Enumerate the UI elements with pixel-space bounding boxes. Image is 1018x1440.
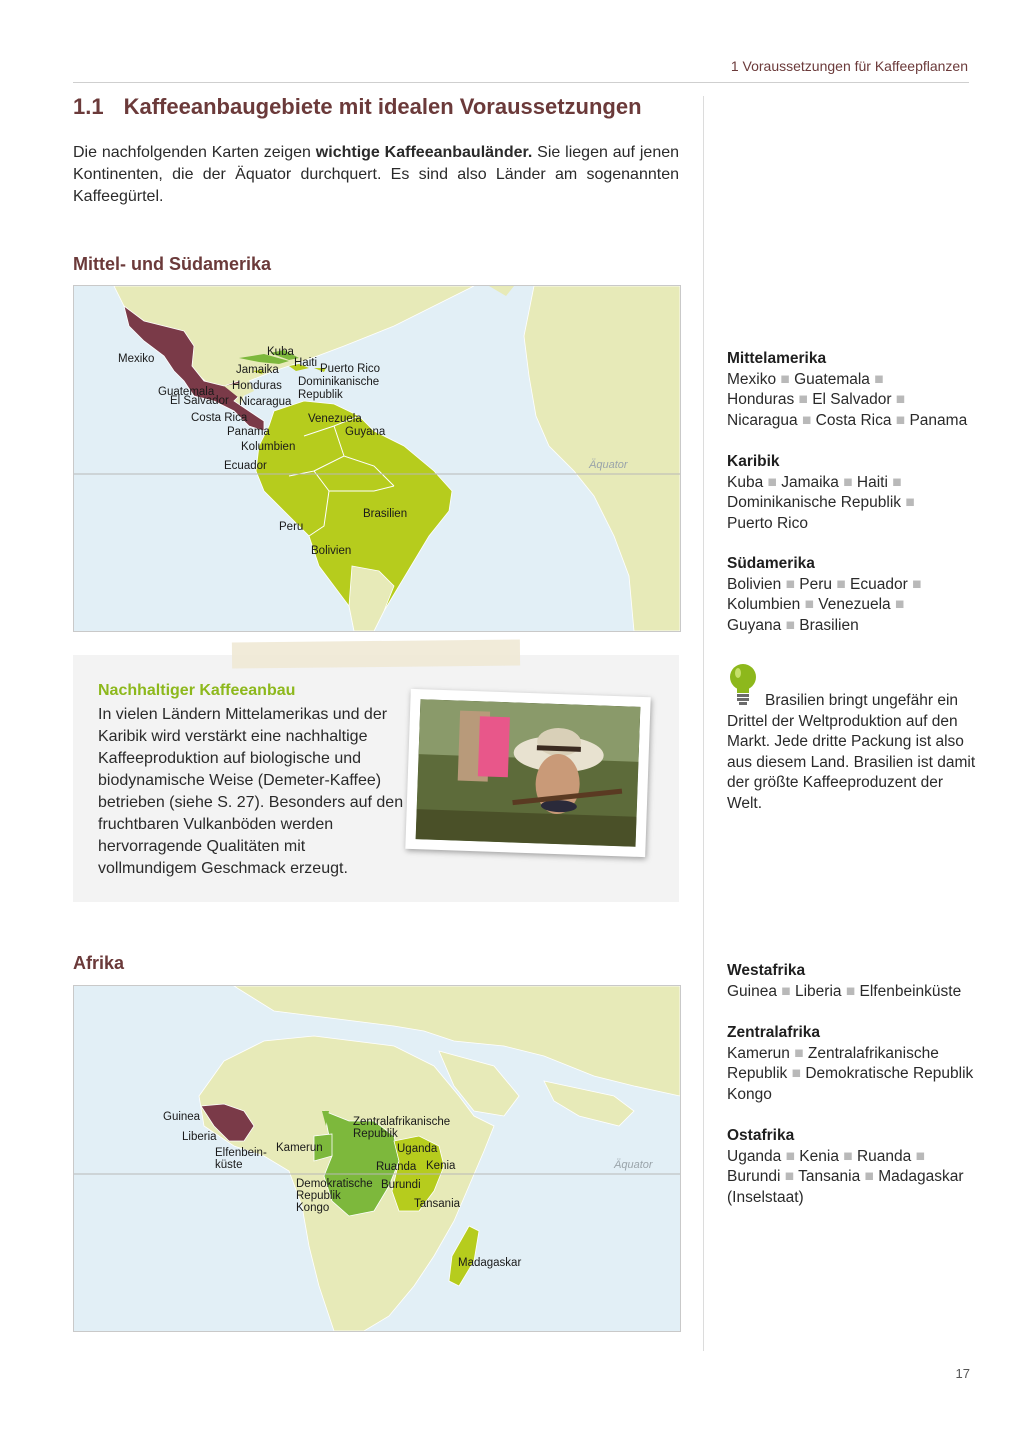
label-ecuador: Ecuador: [224, 460, 267, 472]
label-venezuela: Venezuela: [308, 413, 362, 425]
column-divider: [703, 96, 704, 1351]
map-america: [73, 285, 681, 632]
label-guinea: Guinea: [163, 1111, 201, 1123]
page-number: 17: [955, 1366, 970, 1381]
map-africa-heading: Afrika: [73, 953, 125, 973]
label-brasilien: Brasilien: [363, 508, 408, 520]
list-item: Ecuador: [850, 575, 908, 593]
list-item: Burundi: [727, 1168, 781, 1185]
list-item: Kuba: [727, 473, 764, 491]
list-item: Mexiko: [727, 370, 777, 388]
map-america-heading: Mittel- und Südamerika: [73, 254, 272, 274]
list-item: Demokratische Republik Kongo: [727, 1065, 974, 1103]
intro-text-2: Sie liegen auf jenen Kontinenten, die der Äquator durchquert. Es sind also Länder am sogenannten Kaffeegürtel.: [73, 144, 680, 205]
list-item: Honduras: [727, 391, 795, 408]
list-item: Kenia: [799, 1147, 839, 1165]
sidebar-heading: Mittelamerika: [727, 350, 827, 367]
list-item: Peru: [799, 575, 833, 593]
sidebar-list: Kuba ■ Jamaika ■ Haiti ■ Dominikanische Republik ■ Puerto Rico: [727, 473, 915, 532]
label-zentral-1: Zentralafrikanische: [353, 1116, 451, 1128]
sidebar-ostafrika: [727, 1126, 977, 1208]
label-elfenbein-1: Elfenbein-: [215, 1147, 267, 1159]
sidebar-list: Uganda ■ Kenia ■ Ruanda ■ Burundi ■ Tansania ■ Madagaskar (Inselstaat): [727, 1147, 964, 1206]
tip-text: Brasilien bringt ungefähr ein Drittel der Weltproduktion auf den Markt. Jede dritte Packung ist also aus diesem Land. Brasilien ist damit der größte Kaffeeproduzent der Welt.: [727, 692, 976, 812]
label-demo-1: Demokratische: [296, 1178, 373, 1190]
label-bolivien: Bolivien: [311, 545, 352, 557]
intro-paragraph: [73, 142, 679, 208]
sidebar-list: Kamerun ■ Zentralafrikanische Republik ■ Demokratische Republik Kongo: [727, 1044, 974, 1103]
running-head: 1 Voraussetzungen für Kaffeepflanzen: [730, 58, 968, 74]
list-item: Brasilien: [799, 616, 859, 634]
map-africa-svg: [74, 986, 680, 1331]
sidebar-westafrika: [727, 961, 977, 1002]
list-item: Liberia: [794, 982, 842, 1000]
label-zentral-2: Republik: [353, 1128, 398, 1140]
label-mexiko: Mexiko: [118, 353, 155, 365]
label-elfenbein-2: küste: [215, 1159, 243, 1171]
info-box-title: Nachhaltiger Kaffeeanbau: [98, 682, 296, 699]
sidebar-heading: Zentralafrika: [727, 1024, 821, 1041]
label-liberia: Liberia: [182, 1131, 217, 1143]
header-rule: [73, 82, 969, 83]
list-item: Costa Rica: [815, 411, 892, 429]
map-america-svg: [74, 286, 680, 631]
label-tansania: Tansania: [414, 1198, 461, 1210]
info-box-text: In vielen Ländern Mittelamerikas und der Karibik wird verstärkt eine nachhaltige Kaffeeproduktion auf biologische und biodynamische Weise (Demeter-Kaffee) betrieben (siehe S. 27). Besonders auf den fruchtbaren Vulkanböden werden hervorragende Qualitäten mit vollmundigem Geschmack erzeugt.: [98, 706, 404, 877]
label-dominikanische: Dominikanische: [298, 376, 380, 388]
equator-label: Äquator: [589, 459, 628, 471]
equator-label-africa: Äquator: [614, 1159, 653, 1171]
label-ruanda: Ruanda: [376, 1161, 417, 1173]
list-item: Bolivien: [727, 575, 782, 593]
list-item: El Salvador: [812, 391, 892, 408]
sidebar-mittelamerika: [727, 349, 977, 431]
list-item: Nicaragua: [727, 411, 798, 429]
coffee-photo: [405, 689, 650, 857]
label-kolumbien: Kolumbien: [241, 441, 296, 453]
label-panama: Panama: [227, 426, 270, 438]
photo-image: [416, 699, 641, 847]
list-item: Guyana: [727, 616, 782, 634]
lightbulb-icon: [727, 663, 759, 707]
list-item: Guinea: [727, 982, 777, 1000]
sidebar-heading: Ostafrika: [727, 1127, 795, 1144]
label-honduras: Honduras: [232, 380, 282, 392]
list-item: Kamerun: [727, 1044, 790, 1062]
list-item: Madagaskar (Inselstaat): [727, 1168, 964, 1206]
intro-bold: wichtige Kaffeeanbauländer.: [315, 144, 533, 161]
label-el-salvador: El Salvador: [170, 395, 229, 407]
label-kuba: Kuba: [267, 346, 294, 358]
label-uganda: Uganda: [397, 1143, 438, 1155]
list-item: Panama: [909, 411, 968, 429]
sidebar-list: Mexiko ■ Guatemala ■ Honduras ■ El Salvador ■ Nicaragua ■ Costa Rica ■ Panama: [727, 370, 968, 429]
list-item: Haiti: [856, 473, 888, 491]
sidebar-list: Bolivien ■ Peru ■ Ecuador ■ Kolumbien ■ Venezuela ■ Guyana ■ Brasilien: [727, 575, 922, 634]
label-kenia: Kenia: [426, 1160, 456, 1172]
label-guyana: Guyana: [345, 426, 386, 438]
list-item: Zentralafrikanische Republik: [727, 1044, 939, 1082]
tape-decoration: [232, 639, 520, 668]
list-item: Puerto Rico: [727, 514, 808, 532]
sidebar-list: Guinea ■ Liberia ■ Elfenbeinküste: [727, 982, 962, 1000]
map-africa: [73, 985, 681, 1332]
sidebar-zentralafrika: [727, 1023, 977, 1105]
label-madagaskar: Madagaskar: [458, 1257, 522, 1269]
tip-box: [727, 663, 977, 814]
section-title-text: Kaffeeanbaugebiete mit idealen Voraussetzungen: [123, 94, 642, 119]
label-republik: Republik: [298, 389, 343, 401]
label-costa-rica: Costa Rica: [191, 412, 248, 424]
photo-illustration: [416, 699, 641, 847]
list-item: Elfenbeinküste: [859, 982, 962, 1000]
section-number: 1.1: [73, 94, 104, 119]
label-demo-2: Republik: [296, 1190, 341, 1202]
label-jamaika: Jamaika: [236, 364, 279, 376]
sidebar-heading: Südamerika: [727, 555, 815, 572]
label-kamerun: Kamerun: [276, 1142, 323, 1154]
list-item: Jamaika: [781, 473, 839, 491]
sidebar-karibik: [727, 452, 977, 534]
list-item: Guatemala: [794, 370, 870, 388]
label-haiti: Haiti: [294, 357, 318, 369]
label-peru: Peru: [279, 521, 304, 533]
list-item: Venezuela: [818, 596, 891, 613]
label-burundi: Burundi: [381, 1179, 421, 1191]
list-item: Kolumbien: [727, 596, 801, 613]
sidebar-suedamerika: [727, 554, 977, 636]
label-demo-3: Kongo: [296, 1202, 330, 1214]
list-item: Dominikanische Republik: [727, 494, 902, 511]
intro-text-1: Die nachfolgenden Karten zeigen: [73, 144, 316, 161]
label-puerto-rico: Puerto Rico: [320, 363, 381, 375]
list-item: Ruanda: [856, 1147, 912, 1165]
label-guatemala: Guatemala: [158, 386, 215, 398]
section-title: [73, 94, 642, 120]
sidebar-heading: Westafrika: [727, 962, 806, 979]
label-nicaragua: Nicaragua: [239, 396, 292, 408]
sidebar-heading: Karibik: [727, 453, 780, 470]
list-item: Uganda: [727, 1147, 782, 1165]
list-item: Tansania: [798, 1168, 861, 1185]
